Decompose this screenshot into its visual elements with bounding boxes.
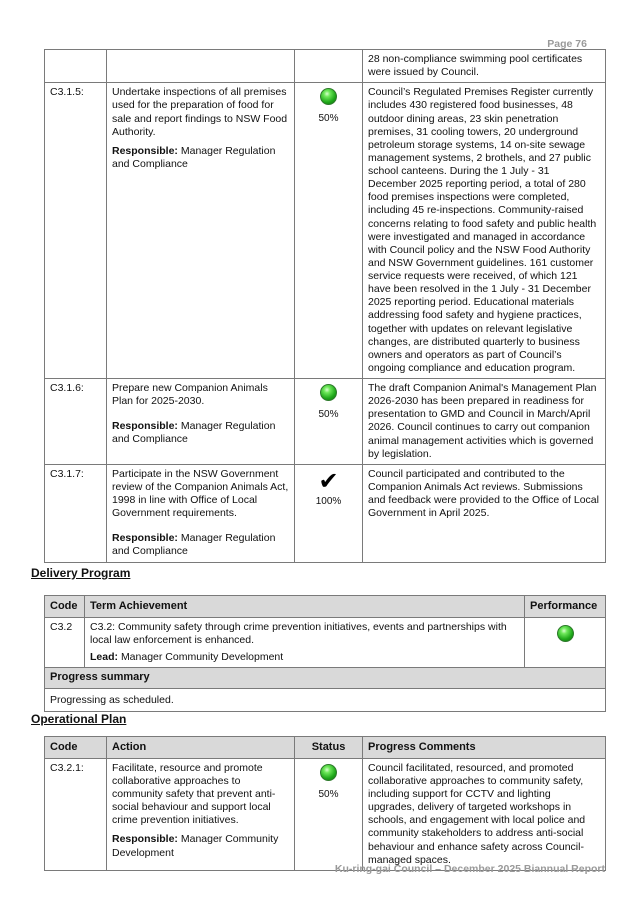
action-code: C3.2.1: xyxy=(45,758,107,870)
operational-plan-continued-table xyxy=(44,49,606,563)
report-footer: Ku-ring-gai Council – December 2025 Biannual Report xyxy=(334,863,605,875)
header-action: Action xyxy=(107,737,295,759)
responsible-name: Manager Regulation and Compliance xyxy=(112,532,276,558)
table-row xyxy=(45,379,606,465)
action-code: C3.1.5: xyxy=(45,83,107,379)
action-text: Facilitate, resource and promote collaborative approaches to community safety that prevent anti-social behaviour and support local crime prevention initiatives. xyxy=(112,761,276,827)
responsible-name: Manager Regulation and Compliance xyxy=(112,144,276,170)
progress-summary-row xyxy=(45,688,606,711)
term-achievement-text: C3.2: Community safety through crime prevention initiatives, events and partnerships with local law enforcement is enhanced. xyxy=(90,620,507,646)
checkmark-icon: ✔ xyxy=(318,466,339,495)
progress-comment: 28 non-compliance swimming pool certificates were issued by Council. xyxy=(363,50,606,83)
page-number: Page 76 xyxy=(547,38,587,50)
responsible-line: Responsible: Manager Regulation and Compliance xyxy=(112,532,276,558)
table-row xyxy=(45,50,606,83)
green-light-icon xyxy=(557,625,574,642)
header-code: Code xyxy=(45,596,85,618)
delivery-program-heading: Delivery Program xyxy=(31,566,131,580)
green-light-icon xyxy=(320,764,337,781)
responsible-line: Responsible: Manager Community Development xyxy=(112,833,279,859)
action-text: Prepare new Companion Animals Plan for 2025-2030. xyxy=(112,382,268,408)
progress-comment: Council facilitated, resourced, and promoted collaborative approaches to community safety, including support for CCTV and lighting upgrades, delivery of targeted workshops in schools, and engagement with local police and community stakeholders to address anti-social behaviour and enhance safety across Council-managed spaces. xyxy=(363,758,606,870)
operational-plan-table xyxy=(44,736,606,871)
table-row xyxy=(45,617,606,667)
table-row xyxy=(45,758,606,870)
action-text: Participate in the NSW Government review of the Companion Animals Act, 1998 in line with Office of Local Government requirements. xyxy=(112,467,289,520)
progress-summary-label: Progress summary xyxy=(45,668,606,689)
responsible-name: Manager Regulation and Compliance xyxy=(112,420,276,446)
header-progress-comments: Progress Comments xyxy=(363,737,606,759)
responsible-line: Responsible: Manager Regulation and Compliance xyxy=(112,144,276,170)
table-header-row xyxy=(45,596,606,618)
progress-summary-text: Progressing as scheduled. xyxy=(45,688,606,711)
operational-plan-heading: Operational Plan xyxy=(31,712,127,726)
table-row xyxy=(45,83,606,379)
lead-line: Lead: Manager Community Development xyxy=(90,651,284,663)
header-performance: Performance xyxy=(525,596,606,618)
header-term-achievement: Term Achievement xyxy=(85,596,525,618)
action-code: C3.1.7: xyxy=(45,464,107,562)
progress-summary-header-row xyxy=(45,668,606,689)
header-status: Status xyxy=(295,737,363,759)
status-percent: 50% xyxy=(318,113,339,125)
header-code: Code xyxy=(45,737,107,759)
status-percent: 100% xyxy=(315,495,342,507)
table-header-row xyxy=(45,737,606,759)
action-text: Undertake inspections of all premises used for the preparation of food for sale and report findings to NSW Food Authority. xyxy=(112,86,288,138)
green-light-icon xyxy=(320,88,337,105)
action-code: C3.1.6: xyxy=(45,379,107,465)
table-row xyxy=(45,464,606,562)
responsible-line: Responsible: Manager Regulation and Compliance xyxy=(112,420,276,446)
progress-comment: The draft Companion Animal's Management Plan 2026-2030 has been prepared in readiness for presentation to GMD and Council in March/April 2026. Council continues to carry out companion animal management activities which is governed by legislation. xyxy=(363,379,606,465)
delivery-program-table xyxy=(44,595,606,712)
progress-comment: Council participated and contributed to the Companion Animals Act reviews. Submissions and feedback were provided to the Office of Local Government in April 2025. xyxy=(363,464,606,562)
status-percent: 50% xyxy=(318,788,339,800)
responsible-name: Manager Community Development xyxy=(112,833,279,859)
term-code: C3.2 xyxy=(45,617,85,667)
lead-name: Manager Community Development xyxy=(120,651,284,663)
status-percent: 50% xyxy=(318,409,339,420)
green-light-icon xyxy=(320,384,337,401)
progress-comment: Council’s Regulated Premises Register currently includes 430 registered food businesses, 48 outdoor dining areas, 23 skin penetration premises, 31 cooling towers, 20 underground petroleum storage systems, 14 on-site sewage management systems, 2 brothels, and 27 public school canteens. During the 1 July - 31 December 2025 reporting period, a total of 280 food premises inspections were completed, including 45 re-inspections. Community-raised concerns relating to food safety and public health were investigated and managed in accordance with Council policy and the NSW Food Authority and NSW Government guidelines. 161 customer service requests were received, of which 121 have been resolved in the 1 July - 31 December 2025 reporting period. Educational materials addressing food safety and hygiene practices, together with updates on relevant legislative changes, are distributed quarterly to business owners and operators as part of Council’s ongoing compliance and education program. xyxy=(363,83,606,379)
